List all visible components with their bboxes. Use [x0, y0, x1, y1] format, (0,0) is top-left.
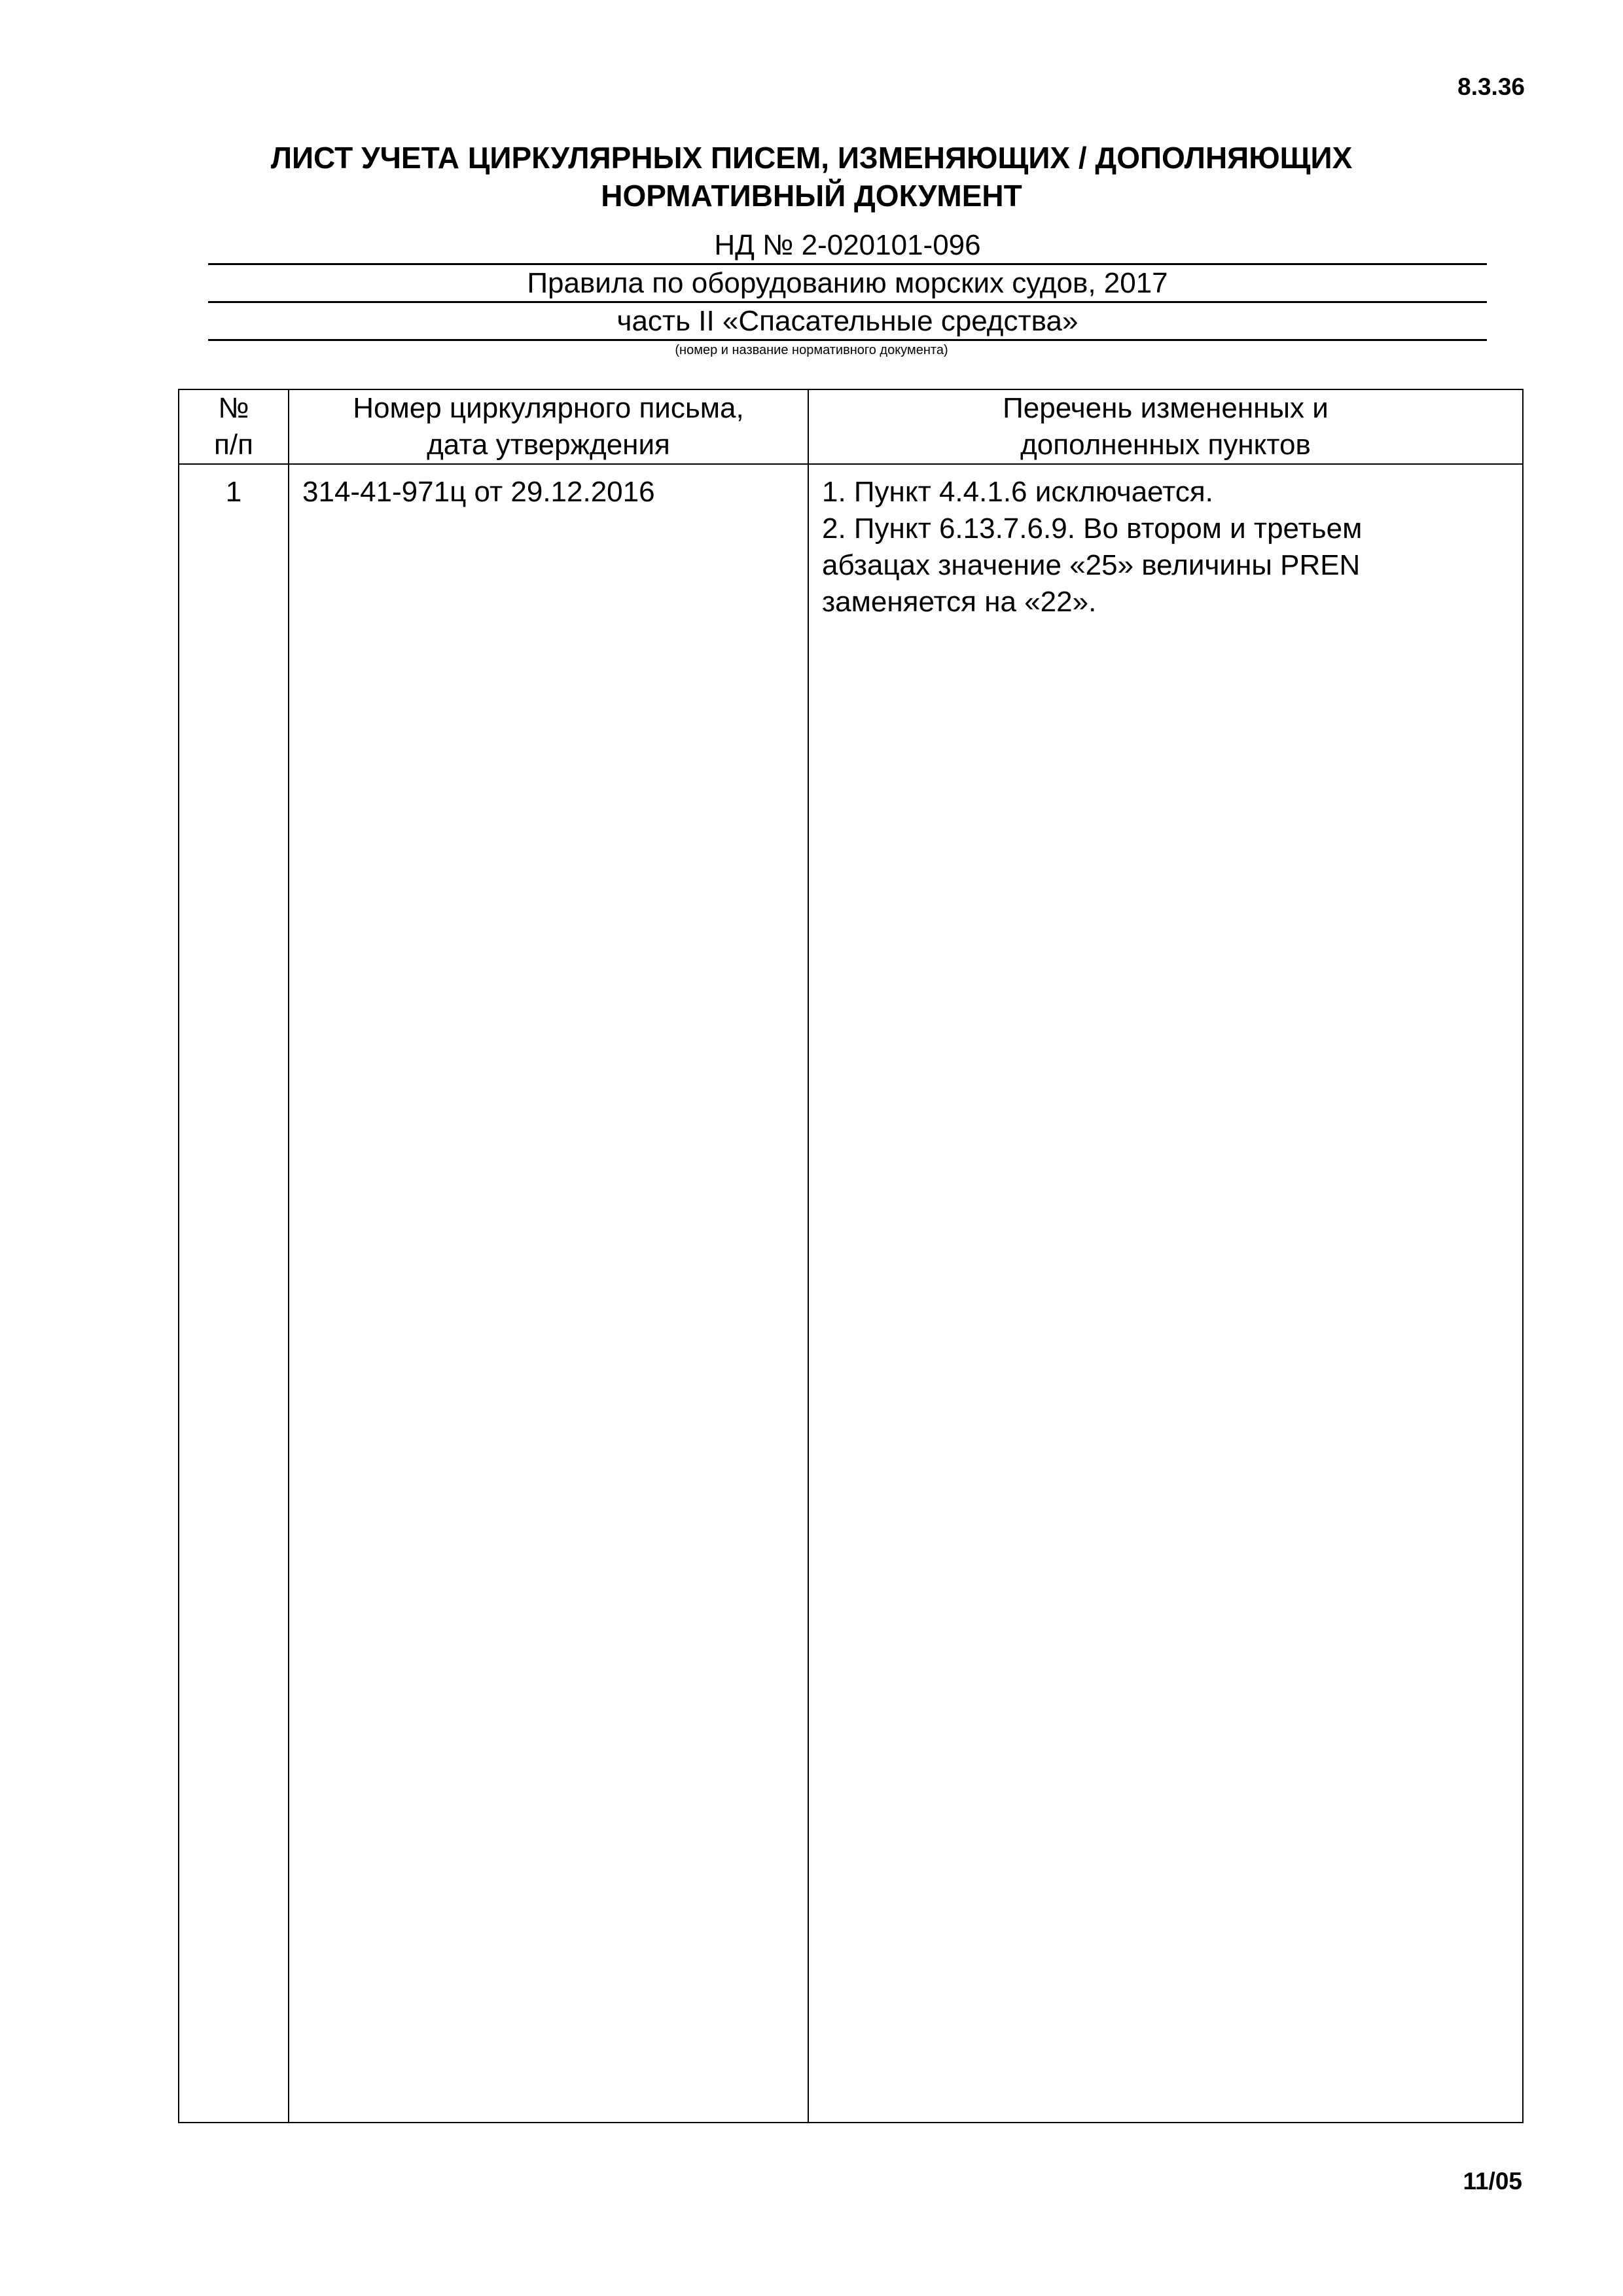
document-number: НД № 2-020101-096	[208, 228, 1487, 265]
page-number: 11/05	[1463, 2168, 1522, 2195]
title-line-2: НОРМАТИВНЫЙ ДОКУМЕНТ	[601, 179, 1022, 213]
circular-letters-table	[178, 389, 1524, 2123]
page-title	[0, 139, 1623, 215]
row-changes	[808, 464, 1523, 2123]
document-name: Правила по оборудованию морских судов, 2017	[208, 266, 1487, 303]
header-letter: Номер циркулярного письма, дата утверждения	[289, 389, 808, 464]
document-caption: (номер и название нормативного документа)	[675, 343, 948, 357]
header-changes: Перечень измененных и дополненных пунктов	[808, 389, 1523, 464]
document-code: 8.3.36	[1457, 73, 1525, 100]
title-line-1: ЛИСТ УЧЕТА ЦИРКУЛЯРНЫХ ПИСЕМ, ИЗМЕНЯЮЩИХ / ДОПОЛНЯЮЩИХ	[270, 141, 1353, 175]
change-line: абзацах значение «25» величины PREN	[822, 549, 1361, 581]
change-line: 1. Пункт 4.4.1.6 исключается.	[822, 476, 1213, 508]
table-row	[179, 464, 1523, 2123]
change-line: заменяется на «22».	[822, 586, 1097, 618]
document-part: часть II «Спасательные средства»	[208, 304, 1487, 341]
table-header-row	[179, 389, 1523, 464]
header-number: № п/п	[179, 389, 289, 464]
change-line: 2. Пункт 6.13.7.6.9. Во втором и третьем	[822, 512, 1363, 545]
row-letter: 314-41-971ц от 29.12.2016	[289, 464, 808, 2123]
row-number: 1	[179, 464, 289, 2123]
